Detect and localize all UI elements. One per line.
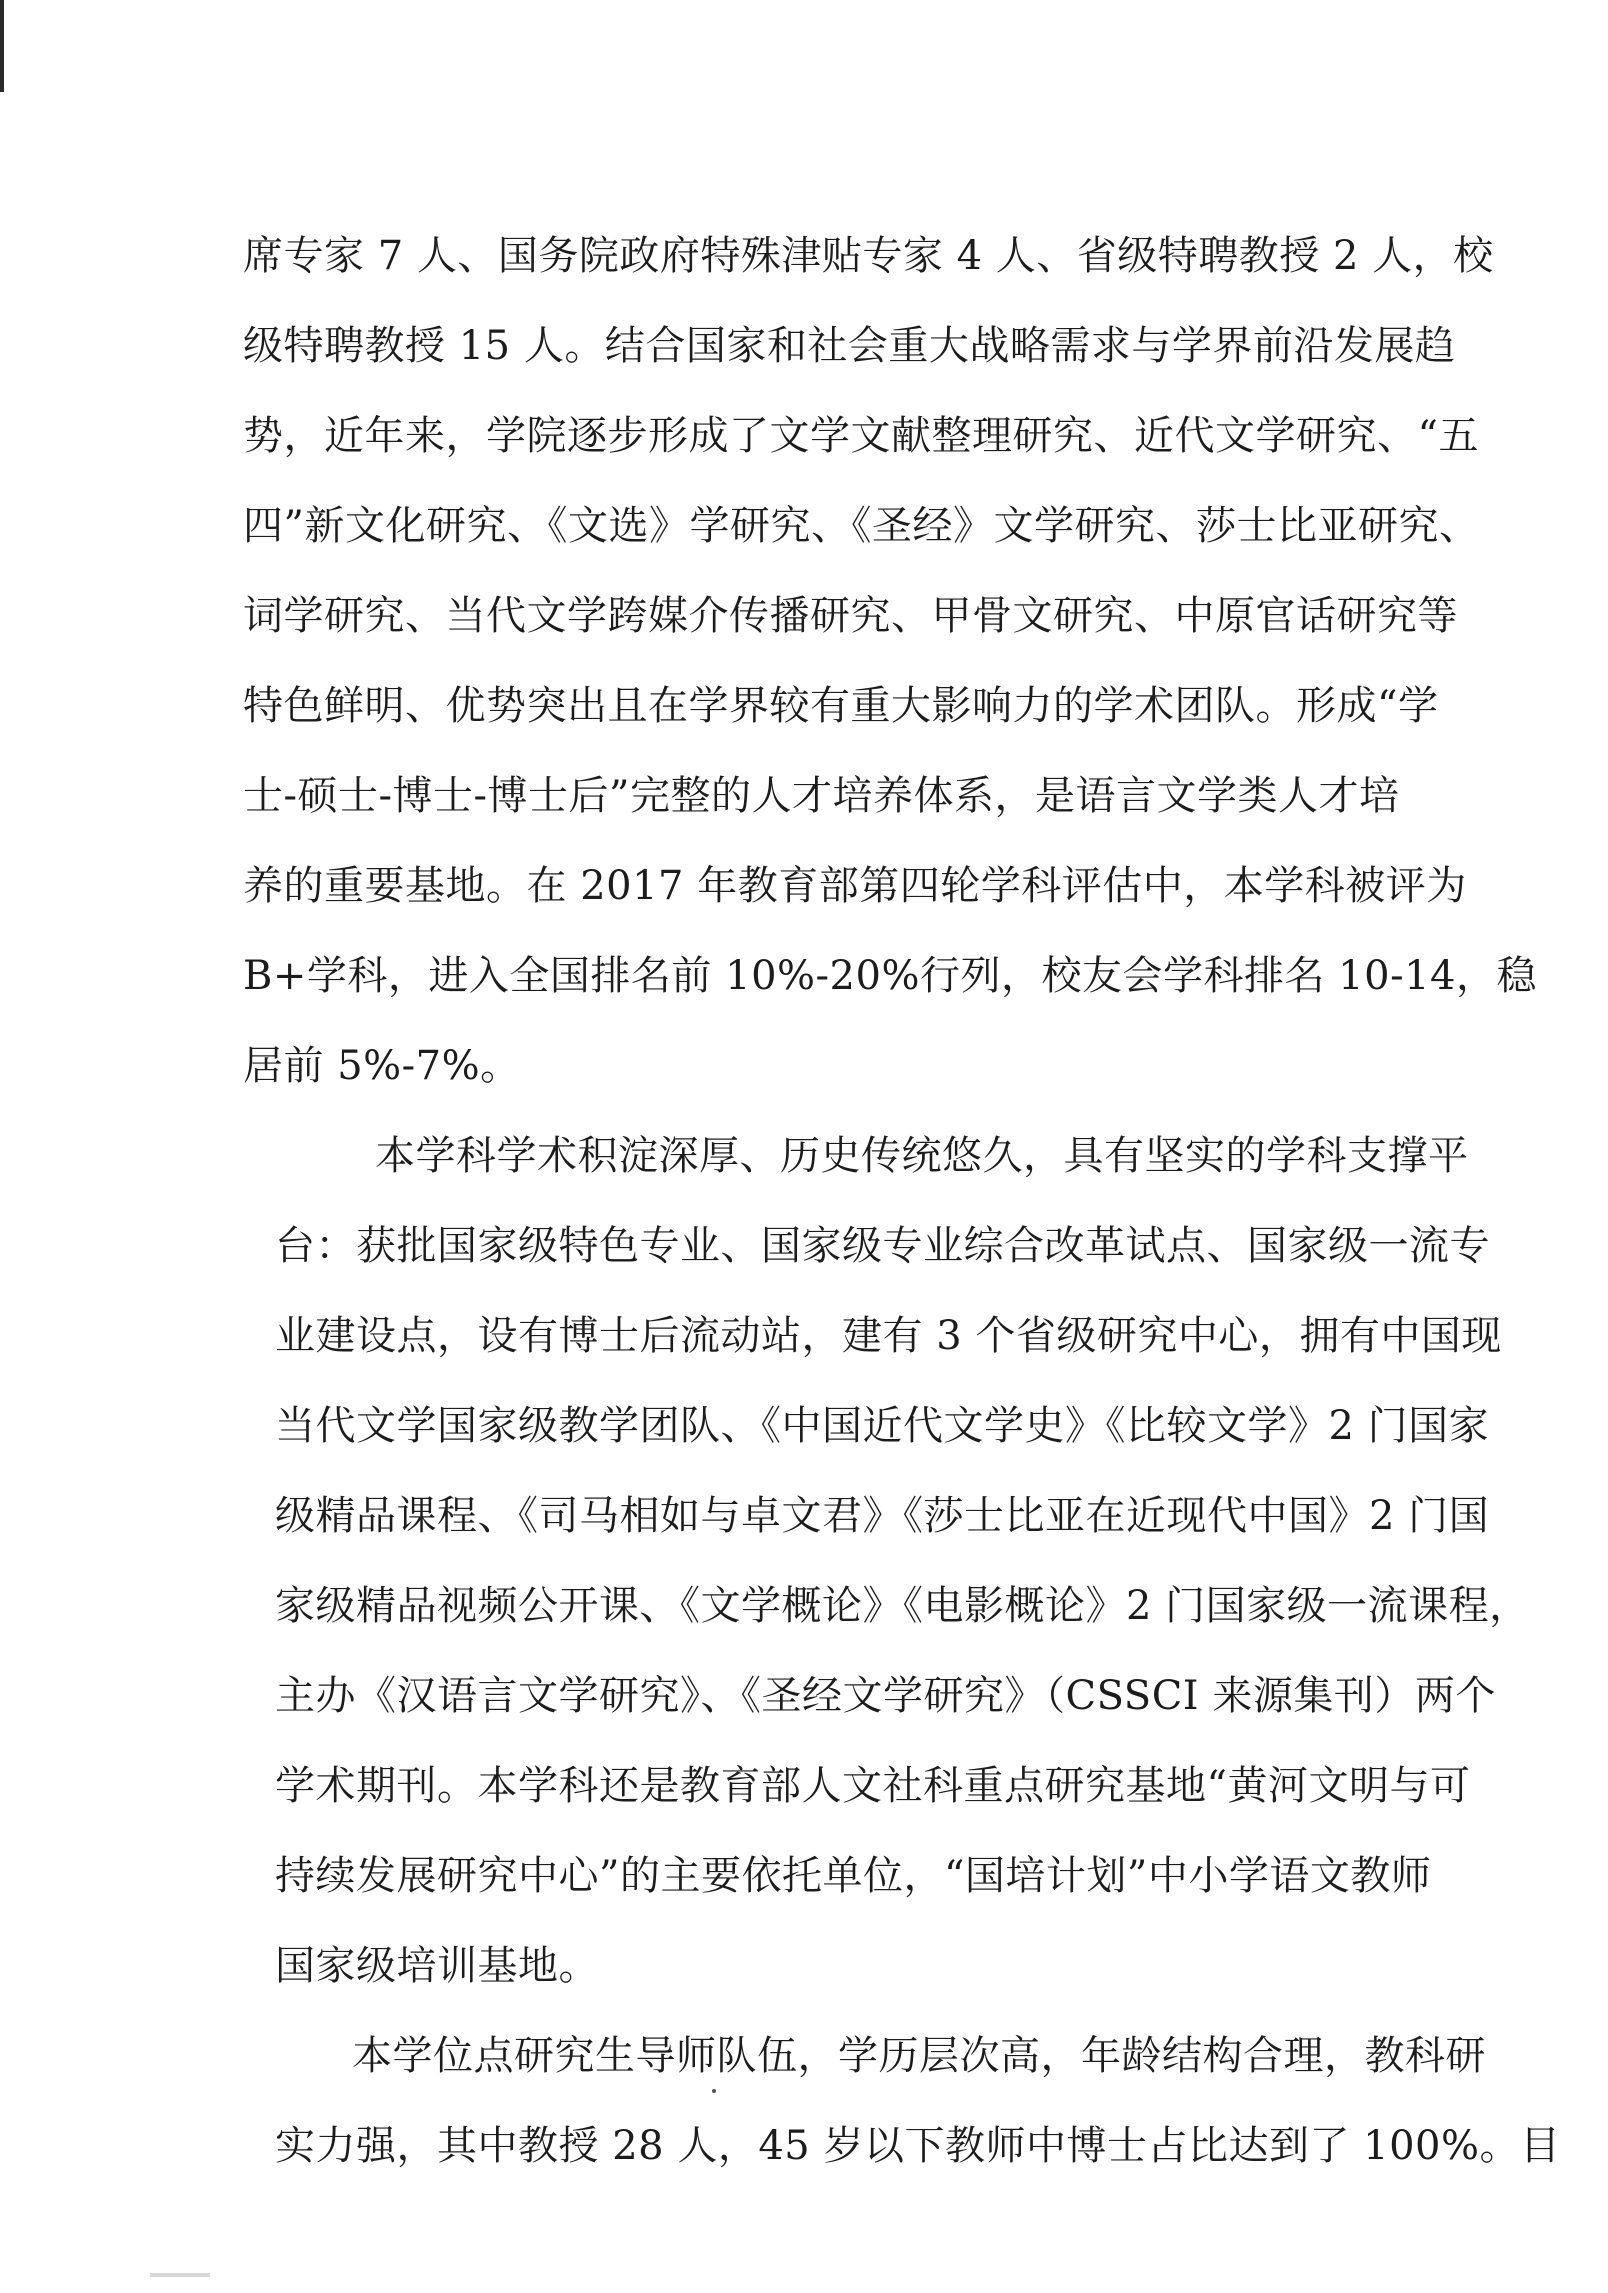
scan-speck (712, 2089, 716, 2093)
text-line: 本学科学术积淀深厚、历史传统悠久，具有坚实的学科支撑平 (375, 1133, 1469, 1179)
text-line: 家级精品视频公开课、《文学概论》《电影概论》2 门国家级一流课程， (275, 1583, 1530, 1629)
text-line: 词学研究、当代文学跨媒介传播研究、甲骨文研究、中原官话研究等 (243, 593, 1458, 639)
text-line: 四”新文化研究、《文选》学研究、《圣经》文学研究、莎士比亚研究、 (243, 503, 1480, 549)
text-line: 国家级培训基地。 (275, 1943, 599, 1989)
text-line: 级精品课程、《司马相如与卓文君》《莎士比亚在近现代中国》2 门国 (275, 1493, 1490, 1539)
text-line: 当代文学国家级教学团队、《中国近代文学史》《比较文学》2 门国家 (275, 1403, 1490, 1449)
text-line: 士-硕士-博士-博士后”完整的人才培养体系，是语言文学类人才培 (243, 773, 1400, 819)
text-line: 实力强，其中教授 28 人，45 岁以下教师中博士占比达到了 100%。目 (275, 2123, 1561, 2169)
text-line: 席专家 7 人、国务院政府特殊津贴专家 4 人、省级特聘教授 2 人，校 (243, 233, 1494, 279)
text-line: 养的重要基地。在 2017 年教育部第四轮学科评估中，本学科被评为 (243, 863, 1467, 909)
text-line: 主办《汉语言文学研究》、《圣经文学研究》（CSSCI 来源集刊）两个 (275, 1673, 1496, 1719)
text-line: 学术期刊。本学科还是教育部人文社科重点研究基地“黄河文明与可 (275, 1763, 1471, 1809)
text-line: 特色鲜明、优势突出且在学界较有重大影响力的学术团队。形成“学 (243, 683, 1439, 729)
text-line: B+学科，进入全国排名前 10%-20%行列，校友会学科排名 10-14，稳 (243, 953, 1537, 999)
text-line: 本学位点研究生导师队伍，学历层次高，年龄结构合理，教科研 (352, 2033, 1486, 2079)
text-line: 持续发展研究中心”的主要依托单位，“国培计划”中小学语文教师 (275, 1853, 1432, 1899)
scan-smudge (150, 2273, 210, 2277)
text-line: 居前 5%-7%。 (243, 1043, 521, 1089)
text-line: 业建设点，设有博士后流动站，建有 3 个省级研究中心，拥有中国现 (275, 1313, 1502, 1359)
text-line: 台：获批国家级特色专业、国家级专业综合改革试点、国家级一流专 (275, 1223, 1490, 1269)
text-line: 势，近年来，学院逐步形成了文学文献整理研究、近代文学研究、“五 (243, 413, 1479, 459)
text-line: 级特聘教授 15 人。结合国家和社会重大战略需求与学界前沿发展趋 (243, 323, 1456, 369)
